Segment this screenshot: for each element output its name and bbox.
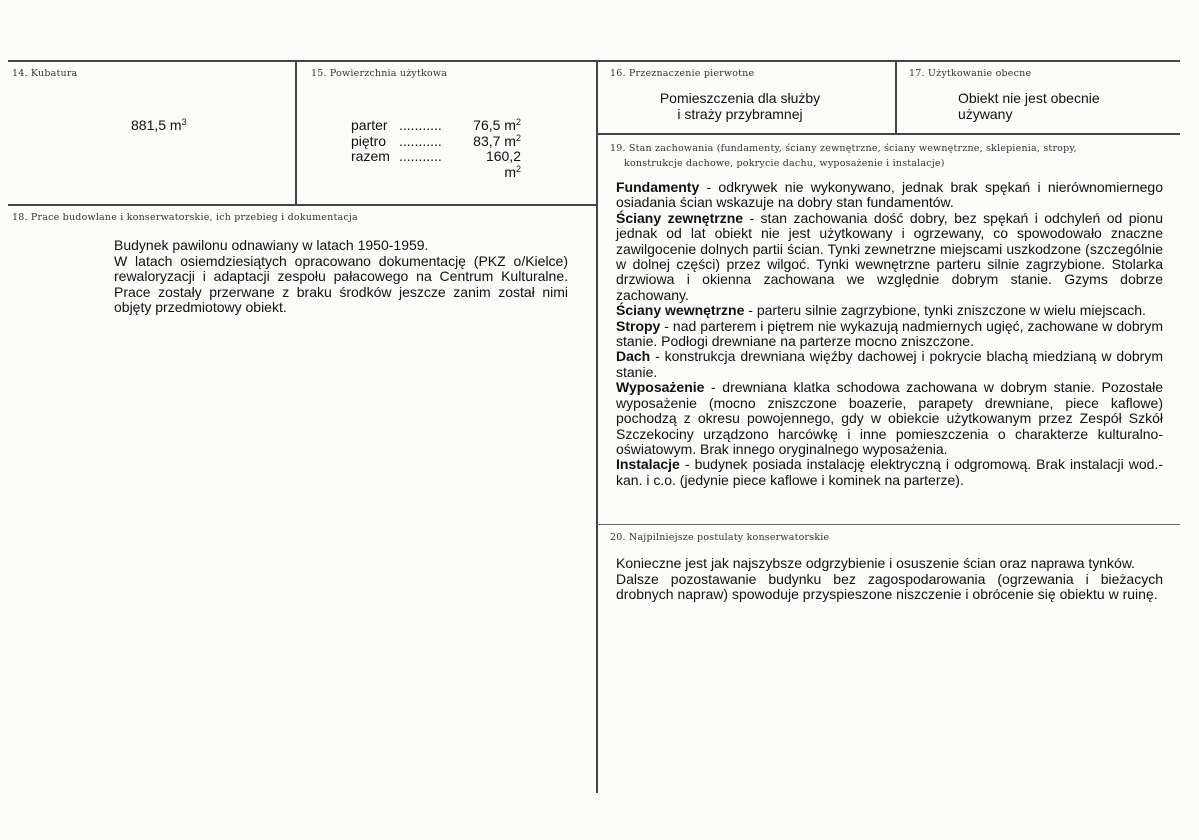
section-sciany-zewnetrzne: Ściany zewnętrzne - stan zachowania dość dobry, bez spękań i odchyleń od pionu jednak od lat obiekt nie jest użytkowany i ogrzewany, co spowodowało znaczne zawilgocenie dolnych partii ścian. Tynki zewnetrzne miejscami uszkodzone (szczególnie w dolnej części) przez wilgoć. Tynki wewnętrzne parteru silnie zagrzybione. Stolarka drzwiowa i okienna zachowana we względnie dobrym stanie. Gzyms dobrze zachowany. [616,209,1163,303]
field-20-text: Konieczne jest jak najszybsze odgrzybienie i osuszenie ścian oraz naprawa tynków. Dalsze pozostawanie budynku bez zagospodarowania (ogrzewania i bieżacych drobnych napraw) spowoduje przyspieszone niszczenie i obrócenie się obiektu w ruinę. [616,555,1163,603]
field-19-label: 19. Stan zachowania (fundamenty, ściany zewnętrzne, ściany wewnętrzne, sklepienia, stropy, konstrukcje dachowe, pokrycie dachu, wyposażenie i instalacje) [610,143,1077,169]
center-divider [596,61,598,793]
area-row-pietro: piętro ........... 83,7 $m^2$ [351,132,521,149]
section-instalacje: Instalacje - budynek posiada instalację elektryczną i odgromową. Brak instalacji wod.-kan. i c.o. (jedynie piece kaflowe i kominek na parterze). [616,456,1163,488]
field-19-text [616,180,1163,488]
section-fundamenty: Fundamenty - odkrywek nie wykonywano, jednak brak spękań i nierównomiernego osiadania ścian wskazuje na dobry stan fundamentów. [616,179,1163,211]
field-16-value: Pomieszczenia dla służby i straży przybramnej [659,90,821,122]
field-15-area-table [351,118,521,180]
section-stropy: Stropy - nad parterem i piętrem nie wykazują nadmiernych ugięć, zachowane w dobrym stanie. Podłogi drewniane na parterze mocno zniszczone. [616,317,1163,350]
top-rule [8,60,1180,62]
section-dach: Dach - konstrukcja drewniana więźby dachowej i pokrycie blachą miedzianą w dobrym stanie. [616,348,1163,380]
rule-under-16-17 [597,133,1180,135]
field-15-label: 15. Powierzchnia użytkowa [311,68,448,79]
field-14-value: 881,5 $m^3$ [131,117,187,133]
field-17-label: 17. Użytkowanie obecne [909,68,1032,79]
section-sciany-wewnetrzne: Ściany wewnętrzne - parteru silnie zagrzybione, tynki zniszczone w wielu miejscach. [616,302,1146,319]
field-14-label: 14. Kubatura [12,68,78,79]
field-20-label: 20. Najpilniejsze postulaty konserwatorskie [610,532,830,543]
area-row-parter: parter ........... 76,5 $m^2$ [351,117,521,133]
area-row-razem: razem ........... 160,2 $m^2$ [351,148,521,180]
field-18-label: 18. Prace budowlane i konserwatorskie, ich przebieg i dokumentacja [12,212,358,223]
divider-14-15 [295,61,297,204]
divider-16-17 [895,61,897,133]
rule-under-14-15 [8,204,596,206]
section-wyposazenie: Wyposażenie - drewniana klatka schodowa zachowana w dobrym stanie. Pozostałe wyposażenie (mocno zniszczone boazerie, parapety drewniane, piece kaflowe) pochodzą z okresu powojennego, gdy w obiekcie użytkowanym przez Zespół Szkół Szczekociny urządzono harcówkę i inne pomieszczenia o charakterze kulturalno-oświatowym. Brak innego oryginalnego wyposażenia. [616,379,1163,457]
rule-under-19 [597,524,1180,525]
field-17-value: Obiekt nie jest obecnie używany [958,90,1100,122]
field-18-text: Budynek pawilonu odnawiany w latach 1950-1959. W latach osiemdziesiątych opracowano dokumentację (PKZ o/Kielce) rewaloryzacji i adaptacji zespołu pałacowego na Centrum Kulturalne. Prace zostały przerwane z braku środków jeszcze zanim został nimi objęty przedmiotowy obiekt. [114,237,568,316]
field-16-label: 16. Przeznaczenie pierwotne [610,68,755,79]
